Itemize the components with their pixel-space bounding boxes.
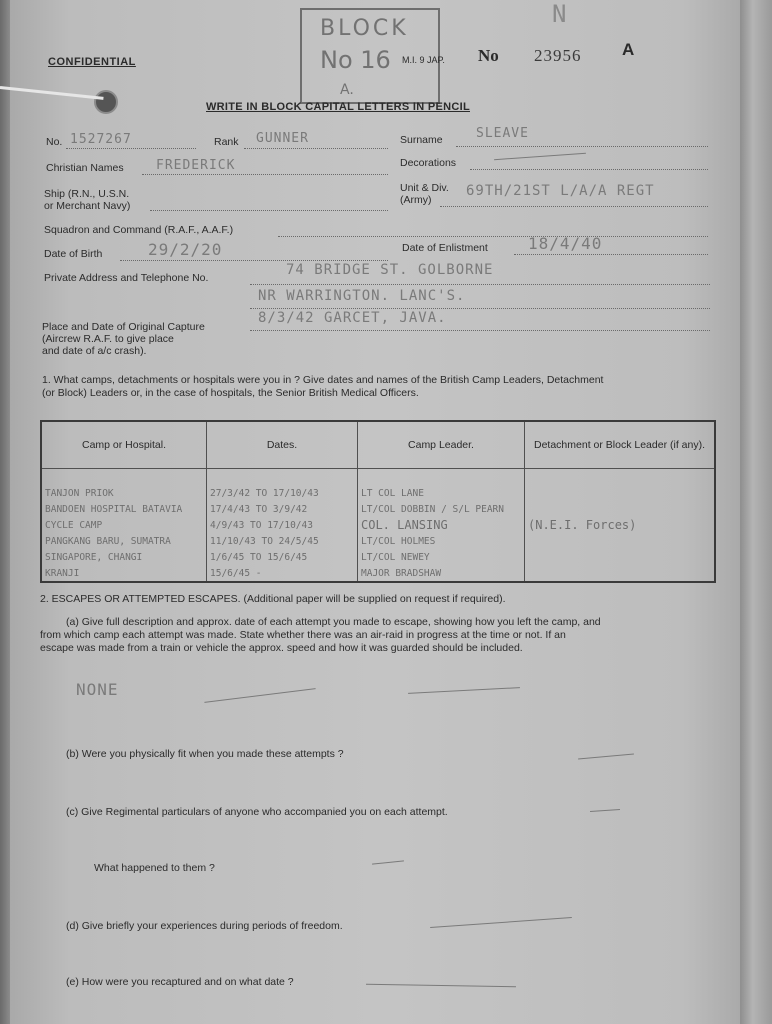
- surname-value: SLEAVE: [476, 126, 529, 141]
- question-2c-followup: What happened to them ?: [94, 862, 215, 874]
- table-row: [41, 485, 715, 501]
- christian-names-line: [142, 174, 388, 175]
- detachment-leader-cell: (N.E.I. Forces): [525, 517, 716, 533]
- dob-label: Date of Birth: [44, 248, 103, 260]
- camp-leader-cell: LT/COL HOLMES: [358, 533, 525, 549]
- address-line-1: [250, 284, 710, 285]
- dates-cell: 17/4/43 TO 3/9/42: [207, 501, 358, 517]
- detachment-leader-cell: [525, 565, 716, 582]
- table-row: [41, 565, 715, 582]
- camp-leader-cell: LT/COL DOBBIN / S/L PEARN: [358, 501, 525, 517]
- ship-label: Ship (R.N., U.S.N.: [44, 188, 130, 200]
- squadron-label: Squadron and Command (R.A.F., A.A.F.): [44, 224, 234, 236]
- mi-reference: M.I. 9 JAP.: [402, 55, 445, 65]
- stamp-block-text: BLOCK: [320, 16, 409, 41]
- dates-cell: 11/10/43 TO 24/5/45: [207, 533, 358, 549]
- camp-leader-cell: COL. LANSING: [358, 517, 525, 533]
- christian-names-label: Christian Names: [46, 162, 124, 174]
- table-row: [41, 517, 715, 533]
- detachment-leader-cell: [525, 485, 716, 501]
- no-label: No.: [46, 136, 63, 148]
- rank-value: GUNNER: [256, 131, 309, 146]
- question-1-text-cont: (or Block) Leaders or, in the case of hospitals, the Senior British Medical Officers.: [42, 387, 419, 399]
- camp-leader-cell: LT/COL NEWEY: [358, 549, 525, 565]
- escape-answer: NONE: [76, 680, 119, 699]
- serial-suffix: A: [622, 40, 635, 59]
- squadron-line: [278, 236, 708, 237]
- detachment-leader-cell: [525, 533, 716, 549]
- camp-leader-cell: MAJOR BRADSHAW: [358, 565, 525, 582]
- unit-label: Unit & Div.: [400, 182, 449, 194]
- capture-label-cont2: and date of a/c crash).: [42, 345, 147, 357]
- camp-cell: KRANJI: [41, 565, 207, 582]
- punch-hole: [94, 90, 118, 114]
- enlistment-label: Date of Enlistment: [402, 242, 488, 254]
- dates-cell: 1/6/45 TO 15/6/45: [207, 549, 358, 565]
- rank-line: [244, 148, 388, 149]
- capture-value: 8/3/42 GARCET, JAVA.: [258, 310, 447, 326]
- col-header-detachment-leader: Detachment or Block Leader (if any).: [525, 421, 716, 469]
- question-2a-text-cont1: from which camp each attempt was made. State whether there was an air-raid in progress at the time or not. If an: [40, 629, 566, 641]
- address-line-2: [250, 308, 710, 309]
- capture-label: Place and Date of Original Capture: [42, 321, 205, 333]
- address-value-line1: 74 BRIDGE ST. GOLBORNE: [286, 262, 494, 278]
- address-value-line2: NR WARRINGTON. LANC'S.: [258, 288, 466, 304]
- pencil-instruction: WRITE IN BLOCK CAPITAL LETTERS IN PENCIL: [206, 101, 470, 113]
- surname-label: Surname: [400, 134, 443, 146]
- dates-cell: 27/3/42 TO 17/10/43: [207, 485, 358, 501]
- question-2e-text: (e) How were you recaptured and on what date ?: [66, 976, 294, 988]
- stamp-suffix: A.: [340, 82, 354, 98]
- table-row: [41, 501, 715, 517]
- detachment-leader-cell: [525, 501, 716, 517]
- stamp-number: No 16: [320, 46, 391, 74]
- camp-cell: PANGKANG BARU, SUMATRA: [41, 533, 207, 549]
- confidential-label: CONFIDENTIAL: [48, 56, 136, 68]
- ship-line: [150, 210, 388, 211]
- enlistment-line: [514, 254, 708, 255]
- decorations-label: Decorations: [400, 157, 457, 169]
- col-header-camp-leader: Camp Leader.: [358, 421, 525, 469]
- christian-names-value: FREDERICK: [156, 158, 236, 173]
- question-2c-text: (c) Give Regimental particulars of anyone who accompanied you on each attempt.: [66, 806, 448, 818]
- camp-cell: TANJON PRIOK: [41, 485, 207, 501]
- decorations-line: [470, 169, 708, 170]
- question-2a-text: (a) Give full description and approx. date of each attempt you made to escape, showing how you left the camp, and: [66, 616, 601, 628]
- capture-label-cont1: (Aircrew R.A.F. to give place: [42, 333, 174, 345]
- service-number-value: 1527267: [70, 132, 132, 147]
- camp-cell: BANDOEN HOSPITAL BATAVIA: [41, 501, 207, 517]
- no-line: [66, 148, 196, 149]
- capture-line: [250, 330, 710, 331]
- camp-leader-cell: LT COL LANE: [358, 485, 525, 501]
- col-header-camp: Camp or Hospital.: [41, 421, 207, 469]
- col-header-dates: Dates.: [207, 421, 358, 469]
- question-2a-text-cont2: escape was made from a train or vehicle the approx. speed and how it was guarded should be included.: [40, 642, 523, 654]
- camps-table-header-row: [41, 421, 715, 469]
- question-2-heading: 2. ESCAPES OR ATTEMPTED ESCAPES. (Additional paper will be supplied on request if required).: [40, 593, 506, 605]
- dates-cell: 4/9/43 TO 17/10/43: [207, 517, 358, 533]
- dob-line: [120, 260, 388, 261]
- camps-table: [40, 420, 716, 583]
- unit-label-cont: (Army): [400, 194, 432, 206]
- question-1-text: 1. What camps, detachments or hospitals were you in ? Give dates and names of the British Camp Leaders, Detachment: [42, 374, 604, 386]
- number-label: No: [478, 46, 499, 65]
- unit-value: 69TH/21ST L/A/A REGT: [466, 183, 655, 199]
- rank-label: Rank: [214, 136, 239, 148]
- unit-line: [440, 206, 708, 207]
- dob-value: 29/2/20: [148, 240, 223, 259]
- address-label: Private Address and Telephone No.: [44, 272, 209, 284]
- page-edge-right: [740, 0, 772, 1024]
- enlistment-value: 18/4/40: [528, 234, 603, 253]
- question-2d-text: (d) Give briefly your experiences during periods of freedom.: [66, 920, 343, 932]
- ship-label-cont: or Merchant Navy): [44, 200, 131, 212]
- camp-cell: SINGAPORE, CHANGI: [41, 549, 207, 565]
- question-2b-text: (b) Were you physically fit when you made these attempts ?: [66, 748, 344, 760]
- detachment-leader-cell: [525, 549, 716, 565]
- dates-cell: 15/6/45 -: [207, 565, 358, 582]
- surname-line: [456, 146, 708, 147]
- camp-cell: CYCLE CAMP: [41, 517, 207, 533]
- serial-number: 23956: [534, 46, 582, 65]
- table-row: [41, 533, 715, 549]
- corner-handwritten-mark: N: [552, 0, 568, 28]
- table-row: [41, 549, 715, 565]
